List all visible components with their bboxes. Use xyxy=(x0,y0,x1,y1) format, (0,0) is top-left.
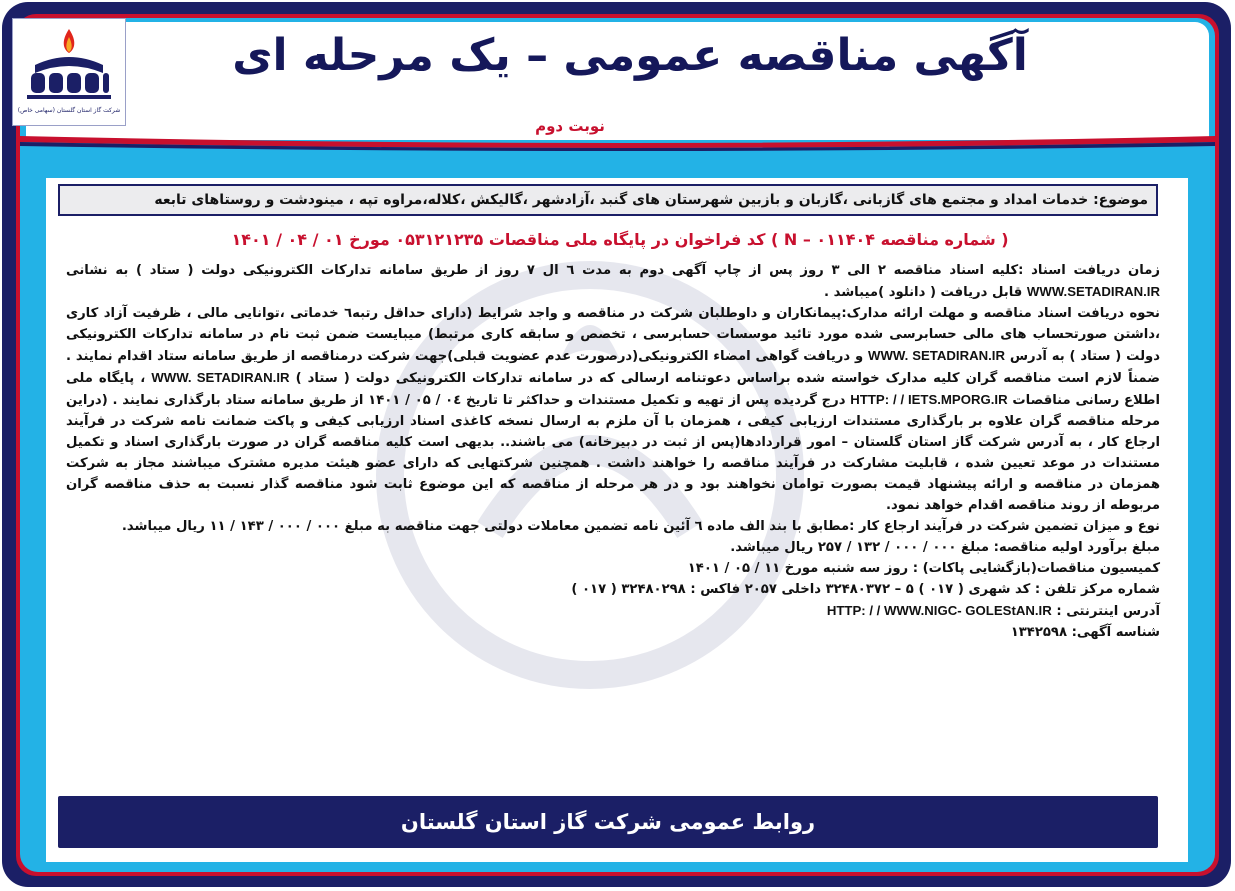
submission-text-b: و دریافت گواهی امضاء الکترونیکی(درصورت عدم عضویت قبلی)جهت شرکت درمناقصه از طریق سامانه ستاد اقدام نمایند . ضمناً لازم است مناقصه گران کلیه مدارک خواسته شده براساس دعوتنامه ارسالی که در سامانه تدارکات الکترونیکی دولت ( ستاد ) xyxy=(66,349,1161,386)
tender-number-line: ( شماره مناقصه ۰۱۱۴۰۴ – N ) کد فراخوان در پایگاه ملی مناقصات ۰۵۳۱۲۱۲۳۵ مورخ ۰۱ / ۰۴ / ۱۴۰۱ xyxy=(231,230,1009,249)
iets-link[interactable]: HTTP: / / IETS.MPORG.IR xyxy=(850,392,1008,407)
estimate-paragraph: مبلغ برآورد اولیه مناقصه: مبلغ ۰۰۰ / ۰۰۰ / ۱۳۲ / ۲۵۷ ریال میباشد. xyxy=(730,540,1160,555)
notice-round: نوبت دوم xyxy=(535,117,605,135)
document-receipt-paragraph xyxy=(66,260,1160,303)
document-receipt-tail: قابل دریافت ( دانلود )میباشد . xyxy=(824,285,1023,300)
phone-paragraph: شماره مرکز تلفن : کد شهری ( ۰۱۷ ) ۵ – ۳۲۴۸۰۳۷۲ داخلی ۲۰۵۷ فاکس : ۳۲۴۸۰۲۹۸ ( ۰۱۷ ) xyxy=(571,582,1160,597)
submission-text-c: ، پایگاه ملی اطلاع رسانی مناقصات xyxy=(66,371,1161,408)
guarantee-paragraph: نوع و میزان تضمین شرکت در فرآیند ارجاع کار :مطابق با بند الف ماده ٦ آئین نامه تضمین معاملات دولتی جهت مناقصه به مبلغ ۰۰۰ / ۰۰۰ / ۱۴۳ / ۱۱ ریال میباشد. xyxy=(121,519,1160,534)
submission-text-d: درج گردیده پس از تهیه و تکمیل مستندات و حداکثر تا تاریخ ۰٤ / ۰۵ / ۱۴۰۱ از طریق سامانه ستاد بارگذاری نمایند . (دراین مرحله مناقصه گران علاوه بر بارگذاری مستندات ارزیابی کیفی ، همزمان با آن ملزم به ارسال نسخه کاغذی اسناد ارزیابی کیفی و پاکت ضمانت نامه شرکت در فرآیند ارجاع کار ، به آدرس شرکت گاز استان گلستان – امور قراردادها(پس از ثبت در دبیرخانه) می باشند.. بدیهی است کلیه مناقصه گران در صورت بارگذاری اسناد و تکمیل مستندات در موعد تعیین شده ، قابلیت مشارکت در فرآیند مناقصه را خواهند داشت . همچنین شرکتهایی که دارای عضو هیئت مدیره مشترک میباشند مجاز به شرکت همزمان در مناقصه و ارائه پیشنهاد قیمت بصورت توامان نخواهند بود و در هر مرحله از مناقصه که این موضوع ثابت شود مناقصه گذار نسبت به حذف مناقصه گران مربوطه از روند مناقصه اقدام خواهد نمود. xyxy=(66,393,1160,513)
footer-public-relations: روابط عمومی شرکت گاز استان گلستان xyxy=(58,796,1158,848)
gas-company-emblem-icon xyxy=(17,23,121,105)
document-receipt-text: زمان دریافت اسناد :کلیه اسناد مناقصه ۲ الی ۳ روز پس از چاپ آگهی دوم به مدت ٦ ال ۷ روز از طریق سامانه تدارکات الکترونیکی دولت ( ستاد ) به نشانی xyxy=(66,263,1160,278)
nigc-website-link[interactable]: HTTP: / / WWW.NIGC- GOLEStAN.IR xyxy=(826,603,1052,618)
submission-paragraph xyxy=(66,303,1160,516)
logo-caption: شرکت گاز استان گلستان (سهامی خاص) xyxy=(17,107,121,114)
setad-link[interactable]: WWW. SETADIRAN.IR xyxy=(151,370,290,385)
website-label: آدرس اینترنتی : xyxy=(1056,604,1160,619)
setad-link[interactable]: WWW.SETADIRAN.IR xyxy=(1026,284,1160,299)
website-paragraph xyxy=(66,600,1160,622)
submission-text-a: نحوه دریافت اسناد مناقصه و مهلت ارائه مدارک:پیمانکاران و داوطلبان شرکت در مناقصه و واجد شرایط (دارای حداقل رتبه٦ خدماتی ،توانایی مالی ، ظرفیت آزاد کاری ،داشتن صورتحساب های مالی حسابرسی شده مورد تائید موسسات حسابرسی ، تخصص و سابقه کاری مرتبط) میبایست ضمن ثبت نام در سامانه تدارکات الکترونیکی دولت ( ستاد ) به آدرس xyxy=(66,306,1161,364)
page-title: آگهی مناقصه عمومی – یک مرحله ای xyxy=(232,30,1028,81)
company-logo xyxy=(12,18,126,126)
subject-bar: موضوع: خدمات امداد و مجتمع های گازبانی ،گازبان و بازبین شهرستان های گنبد ،آزادشهر ،گالیکش ،کلاله،مراوه تپه ، مینودشت و روستاهای تابعه xyxy=(58,184,1158,216)
commission-paragraph: کمیسیون مناقصات(بازگشایی پاکات) : روز سه شنبه مورخ ۱۱ / ۰۵ / ۱۴۰۱ xyxy=(687,561,1160,576)
notice-id-paragraph: شناسه آگهی: ۱۳۴۲۵۹۸ xyxy=(1010,625,1160,640)
setad-link[interactable]: WWW. SETADIRAN.IR xyxy=(868,348,1005,363)
notice-body xyxy=(66,260,1160,643)
header-swoosh xyxy=(20,136,1215,154)
